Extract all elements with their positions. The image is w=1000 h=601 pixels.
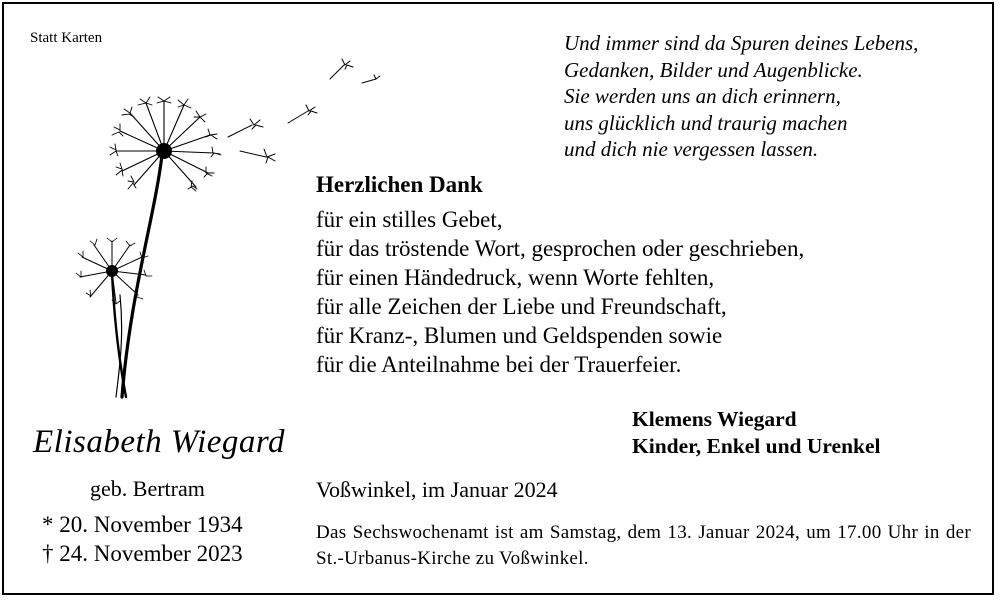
- signer-line: Kinder, Enkel und Urenkel: [632, 434, 881, 458]
- maiden-name: geb. Bertram: [90, 476, 205, 501]
- poem-line: Gedanken, Bilder und Augenblicke.: [564, 57, 863, 82]
- thanks-line: für ein stilles Gebet,: [316, 207, 503, 232]
- thanks-heading: Herzlichen Dank: [316, 172, 483, 197]
- thanks-line: für das tröstende Wort, gesprochen oder geschrieben,: [316, 236, 805, 261]
- poem-line: und dich nie vergessen lassen.: [564, 137, 819, 161]
- signers: [632, 406, 881, 460]
- thanks-list: [316, 205, 804, 379]
- thanks-line: für die Anteilnahme bei der Trauerfeier.: [316, 352, 682, 377]
- place-date: Voßwinkel, im Januar 2024: [316, 477, 558, 502]
- poem: [564, 30, 918, 163]
- birth-date: * 20. November 1934: [42, 512, 243, 537]
- service-note: Das Sechswochenamt ist am Samstag, dem 13. Januar 2024, um 17.00 Uhr in der St.-Urbanus-Kirche zu Voßwinkel.: [316, 522, 971, 569]
- poem-line: Und immer sind da Spuren deines Lebens,: [564, 31, 919, 55]
- deceased-name: Elisabeth Wiegard: [33, 424, 286, 460]
- poem-line: Sie werden uns an dich erinnern,: [564, 84, 841, 108]
- thanks-line: für einen Händedruck, wenn Worte fehlten,: [316, 265, 715, 290]
- thanks-line: für alle Zeichen der Liebe und Freundschaft,: [316, 294, 727, 319]
- statt-karten-label: Statt Karten: [30, 30, 103, 46]
- signer-line: Klemens Wiegard: [632, 407, 797, 431]
- death-date: † 24. November 2023: [42, 541, 243, 566]
- poem-line: uns glücklich und traurig machen: [564, 110, 848, 135]
- thanks-line: für Kranz-, Blumen und Geldspenden sowie: [316, 323, 723, 348]
